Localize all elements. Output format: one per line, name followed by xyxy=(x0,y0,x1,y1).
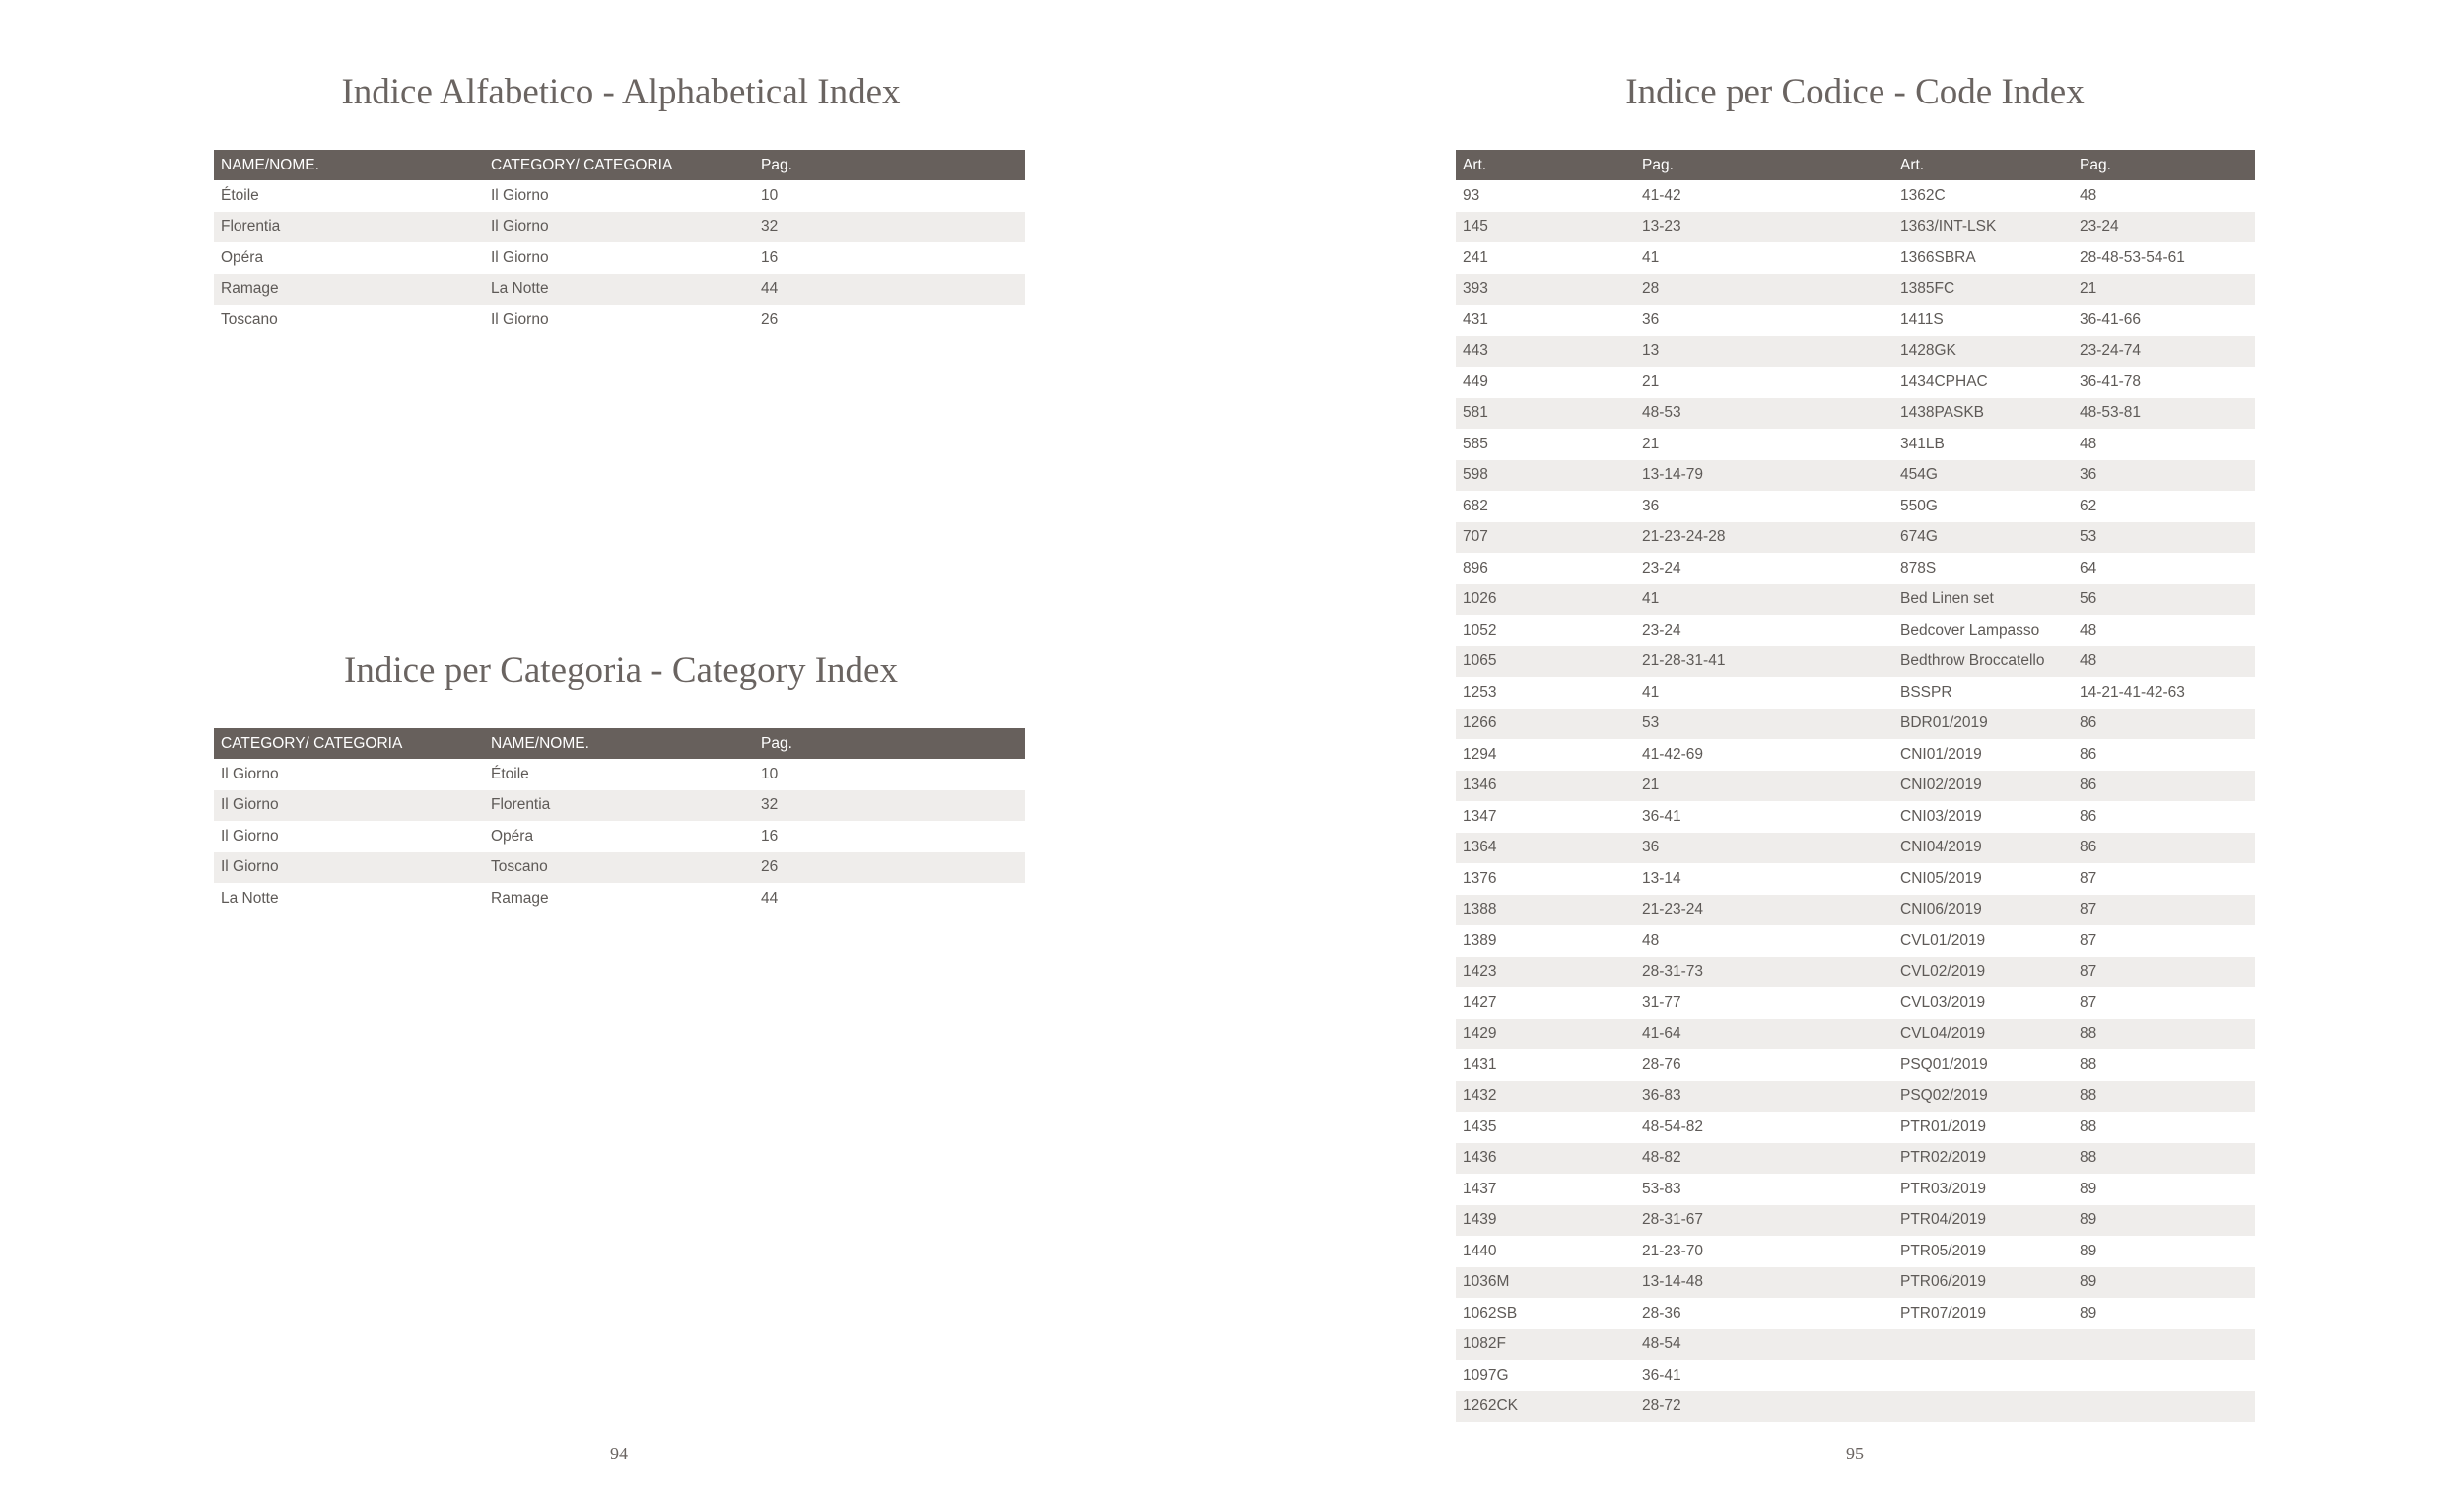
table-row xyxy=(1456,1112,2255,1143)
table-cell: 23-24 xyxy=(1642,559,1681,576)
table-cell: 89 xyxy=(2073,1205,2255,1237)
table-row xyxy=(1456,1267,2255,1299)
table-cell: CNI03/2019 xyxy=(1900,807,1982,825)
table-cell: PTR07/2019 xyxy=(1900,1304,1987,1321)
table-cell: PTR03/2019 xyxy=(1900,1180,1987,1197)
table-cell: 1385FC xyxy=(1893,274,2073,305)
table-row xyxy=(1456,615,2255,646)
table-cell: 41 xyxy=(1642,683,1660,701)
table-cell: 454G xyxy=(1893,460,2073,492)
table-row xyxy=(214,759,1025,790)
table-cell: 16 xyxy=(761,248,779,266)
table-row xyxy=(1456,212,2255,243)
column-header: Pag. xyxy=(2073,150,2255,180)
table-row xyxy=(1456,1019,2255,1050)
table-row xyxy=(1456,833,2255,864)
category-index-title: Indice per Categoria - Category Index xyxy=(344,650,898,691)
table-cell: 41-42-69 xyxy=(1642,745,1704,763)
table-cell: PTR06/2019 xyxy=(1893,1267,2073,1299)
table-cell: BSSPR xyxy=(1900,683,1952,701)
table-cell: 87 xyxy=(2080,869,2097,887)
table-row xyxy=(1456,895,2255,926)
table-cell: Il Giorno xyxy=(214,790,484,822)
table-cell: Étoile xyxy=(491,765,529,782)
table-cell: 14-21-41-42-63 xyxy=(2080,683,2185,701)
table-cell: 145 xyxy=(1456,212,1635,243)
table-cell: 21 xyxy=(1642,372,1660,390)
table-cell: 13-14-48 xyxy=(1635,1267,1893,1299)
table-cell: 44 xyxy=(754,274,1025,305)
table-cell: 21-23-70 xyxy=(1642,1242,1704,1259)
table-row xyxy=(1456,863,2255,895)
table-cell: 13-14-79 xyxy=(1635,460,1893,492)
table-cell: 1388 xyxy=(1456,895,1635,926)
table-cell: 1294 xyxy=(1463,745,1497,763)
table-cell: 1364 xyxy=(1456,833,1635,864)
table-cell: CVL01/2019 xyxy=(1900,931,1986,949)
column-header: CATEGORY/ CATEGORIA xyxy=(484,150,754,180)
table-cell: 21 xyxy=(2073,274,2255,305)
table-cell: 88 xyxy=(2080,1055,2097,1073)
table-cell: 31-77 xyxy=(1642,993,1681,1011)
table-cell: PSQ01/2019 xyxy=(1900,1055,1988,1073)
table-cell: 28-36 xyxy=(1642,1304,1681,1321)
table-cell: 1435 xyxy=(1463,1117,1497,1135)
table-cell: 1429 xyxy=(1456,1019,1635,1050)
table-cell: 48-54 xyxy=(1635,1329,1893,1361)
table-cell: Il Giorno xyxy=(221,827,279,845)
table-cell: 341LB xyxy=(1900,435,1945,452)
table-cell: 32 xyxy=(754,790,1025,822)
table-cell: 1362C xyxy=(1900,186,1946,204)
table-row xyxy=(1456,274,2255,305)
table-cell: 87 xyxy=(2073,895,2255,926)
table-cell: 10 xyxy=(761,186,779,204)
table-cell: 682 xyxy=(1463,497,1488,514)
table-cell: Toscano xyxy=(221,310,278,328)
table-cell: 89 xyxy=(2080,1242,2097,1259)
table-row xyxy=(1456,646,2255,678)
table-cell: La Notte xyxy=(484,274,754,305)
table-row xyxy=(1456,771,2255,802)
table-row xyxy=(214,883,1025,914)
table-cell: 26 xyxy=(754,852,1025,884)
table-cell: Il Giorno xyxy=(491,310,549,328)
table-row xyxy=(1456,1143,2255,1175)
table-row xyxy=(1456,739,2255,771)
table-cell: 1389 xyxy=(1463,931,1497,949)
table-cell: 1434CPHAC xyxy=(1900,372,1988,390)
table-cell: 36-41 xyxy=(1642,1366,1681,1384)
table-cell: 1266 xyxy=(1456,709,1635,740)
table-row xyxy=(1456,242,2255,274)
table-row xyxy=(1456,367,2255,398)
table-row xyxy=(1456,1049,2255,1081)
table-header-row xyxy=(214,150,1025,180)
page-number: 94 xyxy=(610,1444,628,1463)
table-cell: Bed Linen set xyxy=(1893,584,2073,616)
table-cell: 1062SB xyxy=(1463,1304,1518,1321)
table-cell: 23-24 xyxy=(2073,212,2255,243)
table-cell: 1440 xyxy=(1463,1242,1497,1259)
table-cell: Bedcover Lampasso xyxy=(1900,621,2040,639)
column-header: NAME/NOME. xyxy=(484,728,754,759)
table-cell: 21-23-24 xyxy=(1635,895,1893,926)
table-cell: 86 xyxy=(2073,833,2255,864)
table-row xyxy=(1456,1329,2255,1361)
table-cell: 36-41 xyxy=(1642,807,1681,825)
column-header: Pag. xyxy=(754,150,1025,180)
table-row xyxy=(1456,305,2255,336)
table-row xyxy=(214,180,1025,212)
table-cell: Il Giorno xyxy=(221,765,279,782)
table-cell: 48 xyxy=(2073,646,2255,678)
table-row xyxy=(1456,398,2255,430)
table-row xyxy=(1456,1298,2255,1329)
column-header: NAME/NOME. xyxy=(214,150,484,180)
table-cell: 48 xyxy=(1642,931,1660,949)
table-cell: Ramage xyxy=(491,889,549,907)
table-cell: 443 xyxy=(1456,336,1635,368)
table-cell: 449 xyxy=(1463,372,1488,390)
table-cell: 89 xyxy=(2080,1180,2097,1197)
table-cell: Étoile xyxy=(221,186,259,204)
table-cell: PTR01/2019 xyxy=(1900,1117,1987,1135)
table-cell: CVL02/2019 xyxy=(1893,957,2073,988)
table-row xyxy=(1456,1081,2255,1113)
table-cell: 36-83 xyxy=(1635,1081,1893,1113)
table-cell: 581 xyxy=(1456,398,1635,430)
table-cell: CNI01/2019 xyxy=(1900,745,1982,763)
table-cell: Opéra xyxy=(221,248,264,266)
table-cell: 89 xyxy=(2080,1304,2097,1321)
table-cell: 896 xyxy=(1463,559,1488,576)
table-cell: Ramage xyxy=(214,274,484,305)
table-row xyxy=(1456,429,2255,460)
table-cell: 36 xyxy=(1642,310,1660,328)
table-cell: 53 xyxy=(2073,522,2255,554)
table-row xyxy=(214,212,1025,243)
table-cell: 36 xyxy=(1642,497,1660,514)
table-cell: 44 xyxy=(761,889,779,907)
table-cell: 48-82 xyxy=(1635,1143,1893,1175)
table-cell: Il Giorno xyxy=(484,212,754,243)
table-cell: 1438PASKB xyxy=(1893,398,2073,430)
table-cell: Bedthrow Broccatello xyxy=(1893,646,2073,678)
table-row xyxy=(1456,1236,2255,1267)
table-row xyxy=(1456,522,2255,554)
table-cell: Toscano xyxy=(484,852,754,884)
table-cell: 36-41-78 xyxy=(2080,372,2142,390)
table-row xyxy=(214,274,1025,305)
table-row xyxy=(214,242,1025,274)
table-cell: 23-24 xyxy=(1642,621,1681,639)
table-cell: 62 xyxy=(2080,497,2097,514)
table-cell: 21 xyxy=(1635,771,1893,802)
table-cell: 23-24-74 xyxy=(2073,336,2255,368)
table-cell: 1253 xyxy=(1463,683,1497,701)
table-cell: 41-64 xyxy=(1635,1019,1893,1050)
table-cell xyxy=(2073,1391,2255,1423)
table-cell: 28-76 xyxy=(1642,1055,1681,1073)
table-cell: 1346 xyxy=(1456,771,1635,802)
table-cell: CNI02/2019 xyxy=(1893,771,2073,802)
table-row xyxy=(1456,677,2255,709)
table-cell: 1347 xyxy=(1463,807,1497,825)
table-cell: 1376 xyxy=(1463,869,1497,887)
table-row xyxy=(1456,709,2255,740)
table-cell: CNI04/2019 xyxy=(1893,833,2073,864)
column-header: Pag. xyxy=(1635,150,1893,180)
table-row xyxy=(214,305,1025,336)
table-cell: 88 xyxy=(2080,1117,2097,1135)
table-row xyxy=(1456,1174,2255,1205)
table-cell: 87 xyxy=(2080,993,2097,1011)
table-cell: 28 xyxy=(1635,274,1893,305)
right-page xyxy=(1232,0,2464,1489)
table-row xyxy=(1456,553,2255,584)
table-cell: 26 xyxy=(761,310,779,328)
table-cell: 28-48-53-54-61 xyxy=(2080,248,2185,266)
table-row xyxy=(1456,336,2255,368)
table-cell: 1082F xyxy=(1456,1329,1635,1361)
table-cell: 598 xyxy=(1456,460,1635,492)
table-cell: PTR02/2019 xyxy=(1893,1143,2073,1175)
table-cell: 1423 xyxy=(1456,957,1635,988)
table-row xyxy=(1456,957,2255,988)
table-cell: 585 xyxy=(1463,435,1488,452)
table-row xyxy=(1456,1360,2255,1391)
table-row xyxy=(214,821,1025,852)
table-cell: 41 xyxy=(1635,584,1893,616)
table-cell: CVL03/2019 xyxy=(1900,993,1986,1011)
table-cell: 88 xyxy=(2073,1019,2255,1050)
table-row xyxy=(1456,460,2255,492)
table-header-row xyxy=(1456,150,2255,180)
code-index-table xyxy=(1456,150,2255,1422)
table-cell xyxy=(1893,1391,2073,1423)
table-cell: 13 xyxy=(1635,336,1893,368)
column-header: Art. xyxy=(1456,150,1635,180)
table-cell: 36 xyxy=(1635,833,1893,864)
table-cell: Il Giorno xyxy=(491,248,549,266)
table-cell: 707 xyxy=(1456,522,1635,554)
table-cell: 1052 xyxy=(1463,621,1497,639)
table-cell: 28-31-73 xyxy=(1635,957,1893,988)
table-cell: PTR05/2019 xyxy=(1900,1242,1987,1259)
table-cell: 1427 xyxy=(1463,993,1497,1011)
table-cell: 88 xyxy=(2073,1081,2255,1113)
table-cell: BDR01/2019 xyxy=(1893,709,2073,740)
table-cell: 13-23 xyxy=(1635,212,1893,243)
table-cell: CNI06/2019 xyxy=(1893,895,2073,926)
table-cell: 1437 xyxy=(1463,1180,1497,1197)
table-row xyxy=(1456,1205,2255,1237)
table-cell: Florentia xyxy=(484,790,754,822)
table-cell: 87 xyxy=(2080,931,2097,949)
table-cell: 48 xyxy=(2080,186,2097,204)
table-cell: 1428GK xyxy=(1893,336,2073,368)
table-cell: La Notte xyxy=(221,889,279,907)
table-cell: 13-14 xyxy=(1642,869,1681,887)
table-cell xyxy=(1893,1360,2073,1391)
table-cell: PSQ02/2019 xyxy=(1893,1081,2073,1113)
table-cell: 21-23-24-28 xyxy=(1635,522,1893,554)
table-cell: 48 xyxy=(2080,621,2097,639)
table-cell: 550G xyxy=(1900,497,1938,514)
table-cell: 1431 xyxy=(1463,1055,1497,1073)
table-cell: Opéra xyxy=(491,827,534,845)
table-cell: Il Giorno xyxy=(214,852,484,884)
table-cell: 1432 xyxy=(1456,1081,1635,1113)
table-cell: 16 xyxy=(761,827,779,845)
table-cell: 28-72 xyxy=(1635,1391,1893,1423)
table-row xyxy=(1456,1391,2255,1423)
column-header: Pag. xyxy=(754,728,1025,759)
table-row xyxy=(1456,180,2255,212)
table-cell: 1036M xyxy=(1456,1267,1635,1299)
table-cell: 1436 xyxy=(1456,1143,1635,1175)
table-cell: 36-41-66 xyxy=(2080,310,2142,328)
table-row xyxy=(1456,987,2255,1019)
table-header-row xyxy=(214,728,1025,759)
table-cell: 41 xyxy=(1642,248,1660,266)
table-cell: CVL04/2019 xyxy=(1893,1019,2073,1050)
table-cell: 53 xyxy=(1635,709,1893,740)
table-cell: 1439 xyxy=(1456,1205,1635,1237)
table-cell: 878S xyxy=(1900,559,1937,576)
table-cell: 48-53-81 xyxy=(2073,398,2255,430)
table-cell: 21 xyxy=(1642,435,1660,452)
table-row xyxy=(1456,801,2255,833)
table-cell: 48-53 xyxy=(1635,398,1893,430)
table-cell: 1097G xyxy=(1463,1366,1509,1384)
table-cell xyxy=(1893,1329,2073,1361)
table-cell: 393 xyxy=(1456,274,1635,305)
table-cell: 28-31-67 xyxy=(1635,1205,1893,1237)
alphabetical-index-table xyxy=(214,150,1025,336)
table-cell: 1366SBRA xyxy=(1900,248,1976,266)
table-cell: PTR04/2019 xyxy=(1893,1205,2073,1237)
table-cell: 21-28-31-41 xyxy=(1635,646,1893,678)
page-number: 95 xyxy=(1846,1444,1864,1463)
table-cell: 86 xyxy=(2080,745,2097,763)
column-header: CATEGORY/ CATEGORIA xyxy=(214,728,484,759)
table-cell: 53-83 xyxy=(1642,1180,1681,1197)
table-cell: 431 xyxy=(1463,310,1488,328)
table-cell: 87 xyxy=(2073,957,2255,988)
table-cell: CNI05/2019 xyxy=(1900,869,1982,887)
table-cell: 88 xyxy=(2073,1143,2255,1175)
table-cell: 674G xyxy=(1893,522,2073,554)
table-cell: 93 xyxy=(1463,186,1480,204)
table-cell: 86 xyxy=(2073,709,2255,740)
table-cell: 86 xyxy=(2080,807,2097,825)
table-cell: 1262CK xyxy=(1456,1391,1635,1423)
table-row xyxy=(214,790,1025,822)
table-cell: 41-42 xyxy=(1642,186,1681,204)
code-index-title: Indice per Codice - Code Index xyxy=(1625,72,2085,112)
table-cell: 1363/INT-LSK xyxy=(1893,212,2073,243)
table-cell: Florentia xyxy=(214,212,484,243)
table-cell: 32 xyxy=(754,212,1025,243)
table-row xyxy=(1456,925,2255,957)
table-cell: Il Giorno xyxy=(491,186,549,204)
table-cell: 86 xyxy=(2073,771,2255,802)
table-cell: 48-54-82 xyxy=(1642,1117,1704,1135)
table-cell: 36 xyxy=(2073,460,2255,492)
table-cell: 48 xyxy=(2080,435,2097,452)
table-cell: 10 xyxy=(761,765,779,782)
alphabetical-index-title: Indice Alfabetico - Alphabetical Index xyxy=(341,72,901,112)
table-cell: 1065 xyxy=(1456,646,1635,678)
table-cell: 64 xyxy=(2080,559,2097,576)
table-cell: 1411S xyxy=(1900,310,1944,328)
column-header: Art. xyxy=(1893,150,2073,180)
table-cell xyxy=(2073,1329,2255,1361)
category-index-table xyxy=(214,728,1025,914)
table-cell: 241 xyxy=(1463,248,1488,266)
table-cell: 1026 xyxy=(1456,584,1635,616)
table-cell: 56 xyxy=(2073,584,2255,616)
table-row xyxy=(1456,491,2255,522)
table-cell: 89 xyxy=(2073,1267,2255,1299)
table-row xyxy=(214,852,1025,884)
table-cell xyxy=(2073,1360,2255,1391)
table-row xyxy=(1456,584,2255,616)
